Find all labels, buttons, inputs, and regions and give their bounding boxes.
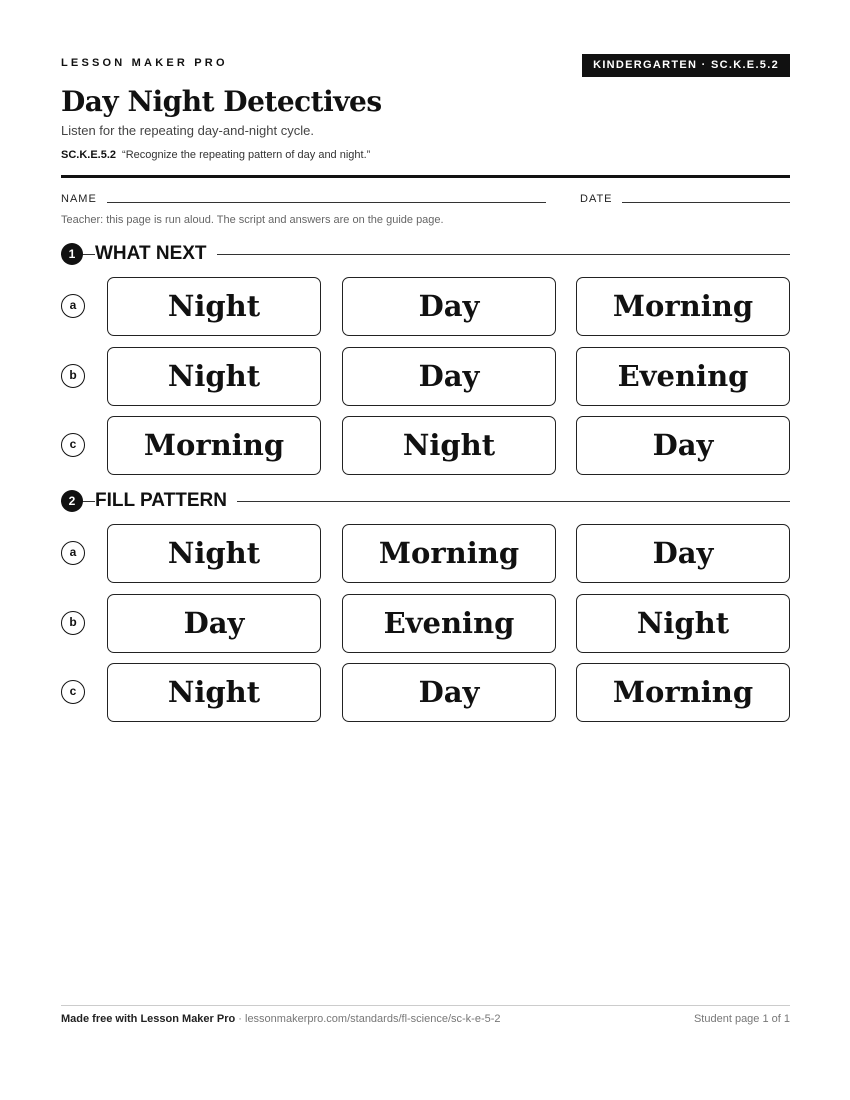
pattern-row xyxy=(61,347,790,407)
word-card: Night xyxy=(576,594,790,653)
word-card: Night xyxy=(107,347,321,406)
row-label: c xyxy=(61,433,85,457)
row-label: a xyxy=(61,294,85,318)
section-number: 1 xyxy=(61,243,83,265)
section-title: WHAT NEXT xyxy=(95,243,217,265)
word-card: Night xyxy=(107,524,321,583)
word-card: Night xyxy=(107,277,321,336)
word-card: Evening xyxy=(576,347,790,406)
section-2-header xyxy=(61,489,790,513)
row-label: c xyxy=(61,680,85,704)
word-card: Day xyxy=(576,524,790,583)
date-label: DATE xyxy=(580,193,613,205)
name-label: NAME xyxy=(61,193,97,205)
worksheet-title: Day Night Detectives xyxy=(61,85,382,118)
word-card: Morning xyxy=(576,277,790,336)
word-card: Day xyxy=(342,277,556,336)
worksheet-page xyxy=(61,0,790,1100)
brand-name: LESSON MAKER PRO xyxy=(61,57,228,69)
worksheet-subtitle: Listen for the repeating day-and-night cycle. xyxy=(61,123,314,138)
footer-divider xyxy=(61,1005,790,1006)
pattern-row xyxy=(61,594,790,654)
word-card: Day xyxy=(107,594,321,653)
pattern-row xyxy=(61,416,790,476)
row-label: b xyxy=(61,611,85,635)
word-card: Morning xyxy=(576,663,790,722)
row-label: a xyxy=(61,541,85,565)
word-card: Night xyxy=(342,416,556,475)
section-title: FILL PATTERN xyxy=(95,490,237,512)
standard-line xyxy=(61,149,370,161)
grade-standard-badge: KINDERGARTEN · SC.K.E.5.2 xyxy=(582,54,790,77)
pattern-row xyxy=(61,524,790,584)
footer-credit xyxy=(61,1013,501,1025)
header-divider xyxy=(61,175,790,178)
word-card: Morning xyxy=(342,524,556,583)
word-card: Evening xyxy=(342,594,556,653)
pattern-row xyxy=(61,277,790,337)
name-field[interactable] xyxy=(107,202,546,203)
footer-made-with: Made free with Lesson Maker Pro xyxy=(61,1013,236,1025)
word-card: Day xyxy=(342,663,556,722)
pattern-row xyxy=(61,663,790,723)
standard-text: “Recognize the repeating pattern of day and night.” xyxy=(122,149,371,161)
section-number: 2 xyxy=(61,490,83,512)
standard-code: SC.K.E.5.2 xyxy=(61,149,117,161)
word-card: Morning xyxy=(107,416,321,475)
teacher-note: Teacher: this page is run aloud. The script and answers are on the guide page. xyxy=(61,214,444,226)
footer-url[interactable]: · lessonmakerpro.com/standards/fl-science/sc-k-e-5-2 xyxy=(235,1013,501,1025)
word-card: Night xyxy=(107,663,321,722)
footer-page-number: Student page 1 of 1 xyxy=(693,1013,790,1025)
section-1-header xyxy=(61,242,790,266)
row-label: b xyxy=(61,364,85,388)
date-field[interactable] xyxy=(622,202,790,203)
word-card: Day xyxy=(576,416,790,475)
word-card: Day xyxy=(342,347,556,406)
